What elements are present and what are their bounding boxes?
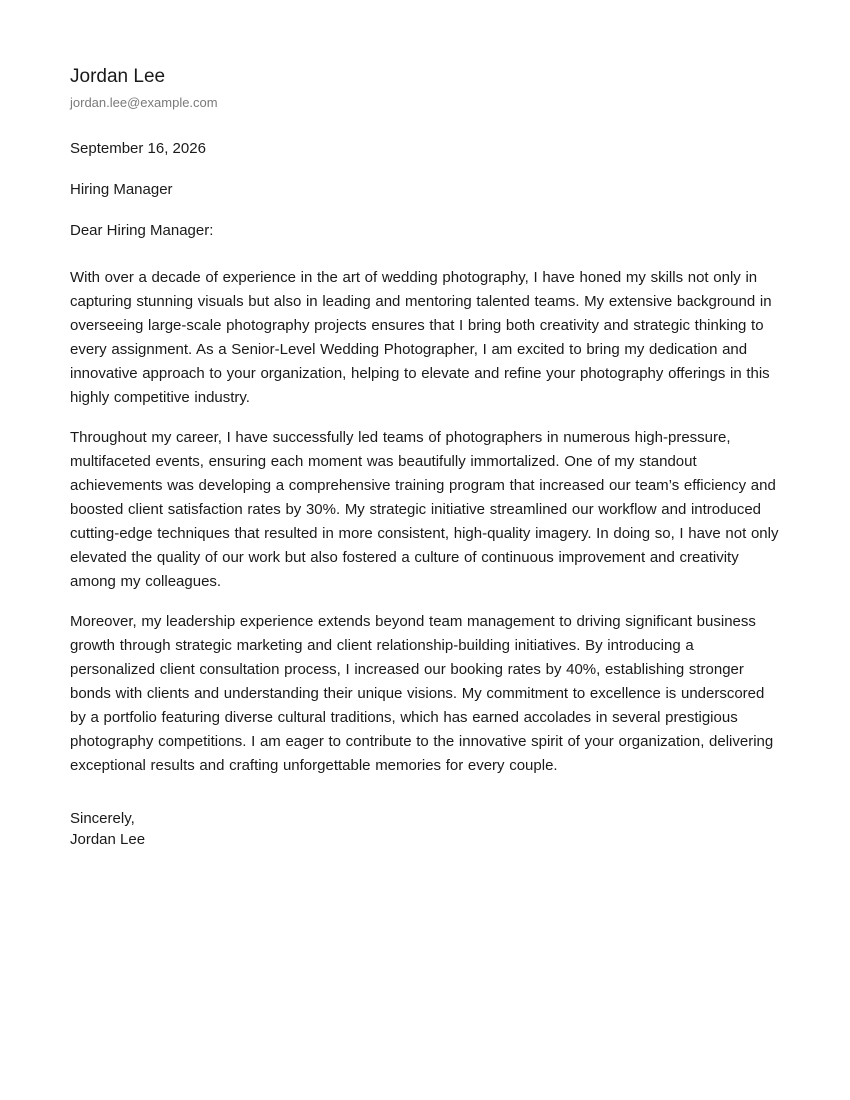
letter-closing — [70, 808, 782, 850]
valediction: Sincerely, — [70, 810, 135, 827]
letter-body — [70, 266, 782, 778]
body-paragraph: With over a decade of experience in the art of wedding photography, I have honed my skills not only in capturing stunning visuals but also in leading and mentoring talented teams. My extensive background in overseeing large-scale photography projects ensures that I bring both creativity and strategic thinking to every assignment. As a Senior-Level Wedding Photographer, I am excited to bring my dedication and innovative approach to your organization, helping to elevate and refine your photography offerings in this highly competitive industry. — [70, 269, 772, 406]
recipient: Hiring Manager — [70, 181, 173, 198]
signature-name: Jordan Lee — [70, 831, 146, 848]
cover-letter — [70, 64, 782, 850]
salutation: Dear Hiring Manager: — [70, 222, 214, 239]
letter-header — [70, 64, 782, 112]
body-paragraph: Throughout my career, I have successfully led teams of photographers in numerous high-pressure, multifaceted events, ensuring each moment was beautifully immortalized. One of my standout achievements was developing a comprehensive training program that increased our team’s efficiency and boosted client satisfaction rates by 30%. My strategic initiative streamlined our workflow and introduced cutting-edge techniques that resulted in more consistent, high-quality imagery. In doing so, I have not only elevated the quality of our work but also fostered a culture of continuous improvement and creativity among my colleagues. — [70, 429, 779, 590]
body-paragraph: Moreover, my leadership experience extends beyond team management to driving significant business growth through strategic marketing and client relationship-building initiatives. By introducing a personalized client consultation process, I increased our booking rates by 40%, establishing stronger bonds with clients and understanding their unique visions. My commitment to excellence is underscored by a portfolio featuring diverse cultural traditions, which has earned accolades in several prestigious photography competitions. I am eager to contribute to the innovative spirit of your organization, delivering exceptional results and crafting unforgettable memories for every couple. — [70, 613, 774, 774]
sender-email: jordan.lee@example.com — [70, 95, 218, 110]
letter-date: September 16, 2026 — [70, 140, 206, 157]
sender-name: Jordan Lee — [70, 66, 166, 87]
